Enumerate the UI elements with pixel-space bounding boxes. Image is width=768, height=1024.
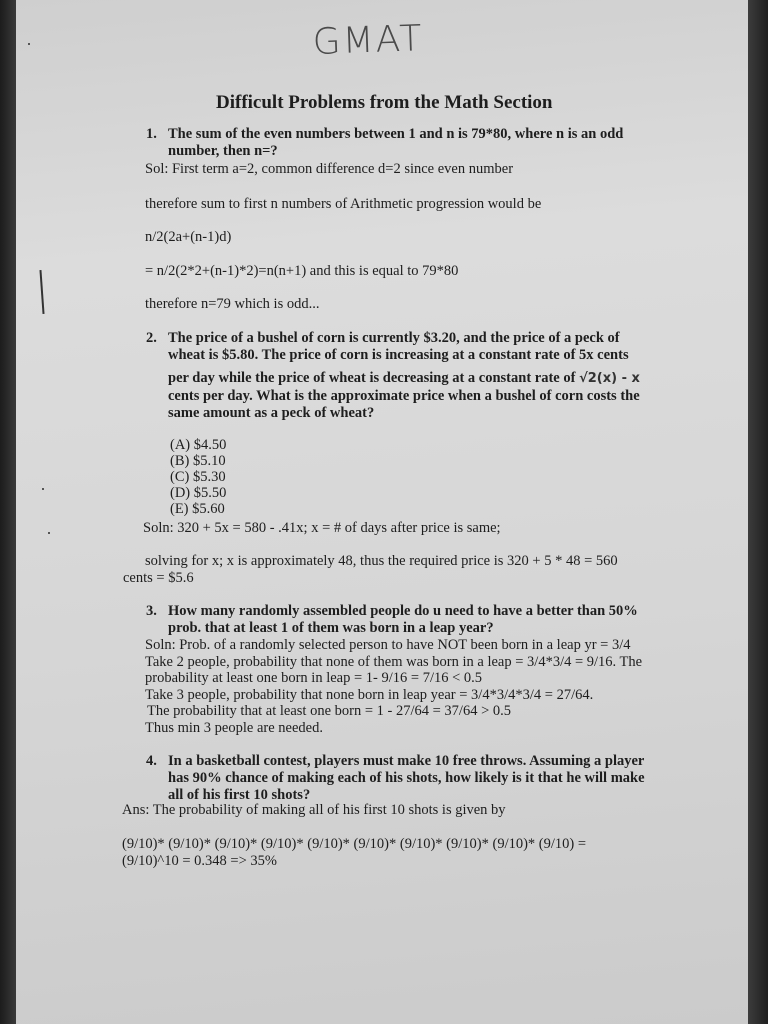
option-a: (A) $4.50: [170, 437, 227, 453]
problem-2-question: [146, 330, 629, 364]
problem-number: 3.: [146, 603, 157, 619]
solution-line: cents = $5.6: [123, 570, 194, 586]
answer-options: [170, 437, 226, 517]
handwritten-formula-note: √2(x) - x: [579, 371, 640, 386]
problem-3-solution: [145, 637, 642, 736]
question-line: The price of a bushel of corn is currently $3.20, and the price of a peck of: [168, 330, 620, 346]
problem-3-question: [146, 603, 638, 637]
speck-mark: [48, 532, 50, 534]
option-e: (E) $5.60: [170, 501, 225, 517]
answer-line: (9/10)* (9/10)* (9/10)* (9/10)* (9/10)* (9/10)* (9/10)* (9/10)* (9/10)* (9/10) =: [122, 836, 587, 852]
solution-line: probability at least one born in leap = 1- 9/16 = 7/16 < 0.5: [145, 670, 483, 686]
document-page: [16, 0, 748, 1024]
problem-number: 2.: [146, 330, 157, 346]
solution-line: The probability that at least one born = 1 - 27/64 = 37/64 > 0.5: [147, 703, 512, 719]
question-line: per day while the price of wheat is decreasing at a constant rate of: [168, 370, 576, 386]
background-left-edge: [0, 0, 16, 1024]
problem-4-question: [146, 753, 645, 804]
handwritten-gmat-label: GMAT: [312, 18, 425, 63]
question-continuation: [168, 388, 640, 422]
solution-line: solving for x; x is approximately 48, thus the required price is 320 + 5 * 48 = 560: [145, 553, 618, 569]
question-line-with-note: [168, 370, 640, 387]
solution-line: therefore sum to first n numbers of Arithmetic progression would be: [145, 196, 542, 212]
question-line: prob. that at least 1 of them was born in a leap year?: [168, 620, 494, 636]
speck-mark: [28, 43, 30, 45]
question-line: has 90% chance of making each of his shots, how likely is it that he will make: [168, 770, 645, 786]
question-line: The sum of the even numbers between 1 and n is 79*80, where n is an odd: [168, 126, 624, 142]
option-c: (C) $5.30: [170, 469, 226, 485]
background-right-edge: [748, 0, 768, 1024]
option-d: (D) $5.50: [170, 485, 227, 501]
question-line: cents per day. What is the approximate price when a bushel of corn costs the: [168, 388, 640, 404]
solution-line: = n/2(2*2+(n-1)*2)=n(n+1) and this is equal to 79*80: [145, 263, 459, 279]
problem-number: 1.: [146, 126, 157, 142]
solution-line: therefore n=79 which is odd...: [145, 296, 320, 312]
solution-line: Take 3 people, probability that none born in leap year = 3/4*3/4*3/4 = 27/64.: [145, 686, 594, 703]
solution-line: Take 2 people, probability that none of them was born in a leap = 3/4*3/4 = 9/16. The: [145, 653, 643, 670]
option-b: (B) $5.10: [170, 453, 226, 469]
question-line: wheat is $5.80. The price of corn is increasing at a constant rate of 5x cents: [168, 347, 629, 363]
speck-mark: [42, 488, 44, 490]
problem-number: 4.: [146, 753, 157, 769]
answer-line: Ans: The probability of making all of his first 10 shots is given by: [122, 802, 506, 818]
solution-line: Soln: Prob. of a randomly selected person to have NOT been born in a leap yr = 3/4: [145, 637, 631, 653]
solution-line: Soln: 320 + 5x = 580 - .41x; x = # of days after price is same;: [143, 520, 501, 536]
solution-line: n/2(2a+(n-1)d): [145, 229, 232, 245]
solution-line: Sol: First term a=2, common difference d=2 since even number: [145, 161, 514, 177]
answer-line: (9/10)^10 = 0.348 => 35%: [122, 853, 277, 869]
solution-line: Thus min 3 people are needed.: [145, 719, 323, 736]
margin-pen-mark: [39, 270, 44, 314]
question-line: same amount as a peck of wheat?: [168, 405, 375, 421]
question-line: How many randomly assembled people do u need to have a better than 50%: [168, 603, 638, 619]
question-line: In a basketball contest, players must make 10 free throws. Assuming a player: [168, 753, 645, 769]
page-title: Difficult Problems from the Math Section: [216, 92, 553, 113]
question-line: all of his first 10 shots?: [168, 787, 311, 803]
question-line: number, then n=?: [168, 143, 278, 159]
problem-1-question: [146, 126, 623, 160]
